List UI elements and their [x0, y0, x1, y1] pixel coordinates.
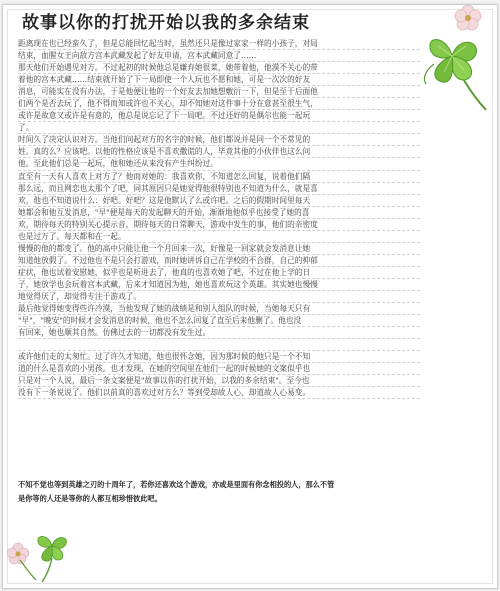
flower-icon [455, 5, 481, 30]
story-paragraph [18, 38, 420, 62]
story-paragraph [18, 171, 420, 243]
closing-line: 不知不觉也等到英雄之刃的十周年了，若你还喜欢这个游戏，亦或是里面有你念相投的人，那么不管 [18, 480, 335, 489]
text-line: 症状，他也试着安慰她，似乎也是听进去了，他真的也喜欢她了吧，不过在他上学的日 [18, 267, 420, 279]
text-line: "早"，"晚安"的时候才会发消息的时候，他也不怎么回复了直至后来他删了。他也没 [18, 315, 420, 327]
text-line: 结束，血腥女王向敌方宫本武藏发起了好友申请，宫本武藏同意了…… [18, 50, 420, 62]
text-line: 没有下一条说说了。他们以前真的喜欢过对方么？等到受却故人心，却道故人心易变。 [18, 387, 420, 399]
text-line: 她都会和他互发消息，"早"便是每天的发起聊天的开始，渐渐地他似乎也接受了她的喜 [18, 207, 420, 219]
text-line: 地觉得厌了，却觉得专注于游戏了。 [18, 291, 420, 303]
text-line: 距离现在也已经蛮久了，但是总能回忆起当时，虽然还只是像过家家一样的小孩子，对局 [18, 38, 420, 50]
page-title: 故事以你的打扰开始以我的多余结束 [22, 13, 310, 33]
text-line: 直至有一天有人喜欢上对方了？他而对她的：我喜欢你，不知道怎么回复，说着他们隔 [18, 171, 420, 183]
text-line: 或许他们走的太匆忙。过了许久才知道，他也很怀念她，因为那时候的他只是一个不知 [18, 351, 420, 363]
story-body [18, 38, 420, 399]
clover-flower-icon [6, 528, 76, 584]
text-line: 也是过万了。每天都和在一起。 [18, 231, 420, 243]
text-line: 着他的宫本武藏……结束就开始了下一局即使一个人玩也不愿和她，可是一次次的好友 [18, 74, 420, 86]
story-paragraph [18, 303, 420, 339]
text-line: 或许是故意又或许是有意的，他总是说忘记了下一局吧。不过还好的是偶尔也能一起玩 [18, 110, 420, 122]
text-line: 知道他放假了。不过他也不是只会打游戏，而时她讲诉自己在学校的不合群，自己的抑郁 [18, 255, 420, 267]
story-paragraph [18, 351, 420, 399]
closing-note [18, 478, 448, 506]
closing-line: 是你等的人还是等你的人都互相珍惜彼此吧。 [18, 494, 162, 503]
story-paragraph [18, 243, 420, 303]
text-line: 们两个是否去玩了，他不得而知或许也不关心，却不知她对这件事十分在意甚至很生气， [18, 98, 420, 110]
text-line: 那么远，而且网恋也太那个了吧，同其原因只是她觉得他很特别也不知道为什么，就是喜 [18, 183, 420, 195]
blank-line [18, 339, 420, 351]
text-line: 他。至此他们总是一起玩，他和她还从来没有产生纠纷过。 [18, 158, 420, 170]
text-line: 只是对一个人说，最后一条文案便是"故事以你的打扰开始，以我的多余结束"。至今也 [18, 375, 420, 387]
story-paragraph [18, 62, 420, 134]
story-paragraph [18, 134, 420, 170]
text-line: 了。 [18, 122, 420, 134]
text-line: 时间久了决定认识对方。当他们问起对方的名字的时候，他们都说并是同一个不常见的 [18, 134, 420, 146]
text-line: 欢，他也不知道说什么：好吧。好吧？这是他默认了么或许吧。之后的假期时间里每天 [18, 195, 420, 207]
text-line: 子，她放学也会玩着宫本武藏，后来才知道因为他，她也喜欢玩这个英雄。其实她也慢慢 [18, 279, 420, 291]
text-line: 姓。真的么？应该吧。以他的性格应该是不喜欢撒谎的人，毕竟其他的小伙伴也这么问 [18, 146, 420, 158]
text-line: 有回来，她也顺其自然。仿佛过去的一切都没有发生过。 [18, 327, 420, 339]
text-line: 那天他们开始遇见对方。不过起初的时候他总是嫌弃她很菜，她带着他，他漠不关心的带 [18, 62, 420, 74]
text-line: 道的什么是喜欢的小男孩。也才发现，在她的空间里在他们一起的时候她的文案似乎也 [18, 363, 420, 375]
text-line: 消息，可能实在没有办法，于是他便让他的一个好友去加她想敷衍一下，但是至于后面他 [18, 86, 420, 98]
text-line: 慢慢的他的都变了。他的高中只能让他一个月回来一次，好像是一回家就会发消息让她 [18, 243, 420, 255]
text-line: 最后他觉得她变得些许冷漠，当他发现了她的战绩是和别人组队的时候，当她每天只有 [18, 303, 420, 315]
text-line: 欢，期待每天的特别关心提示音，期待每天的日常聊天，游戏中发生的事，他们的亲密度 [18, 219, 420, 231]
four-leaf-clover-icon [408, 4, 496, 116]
